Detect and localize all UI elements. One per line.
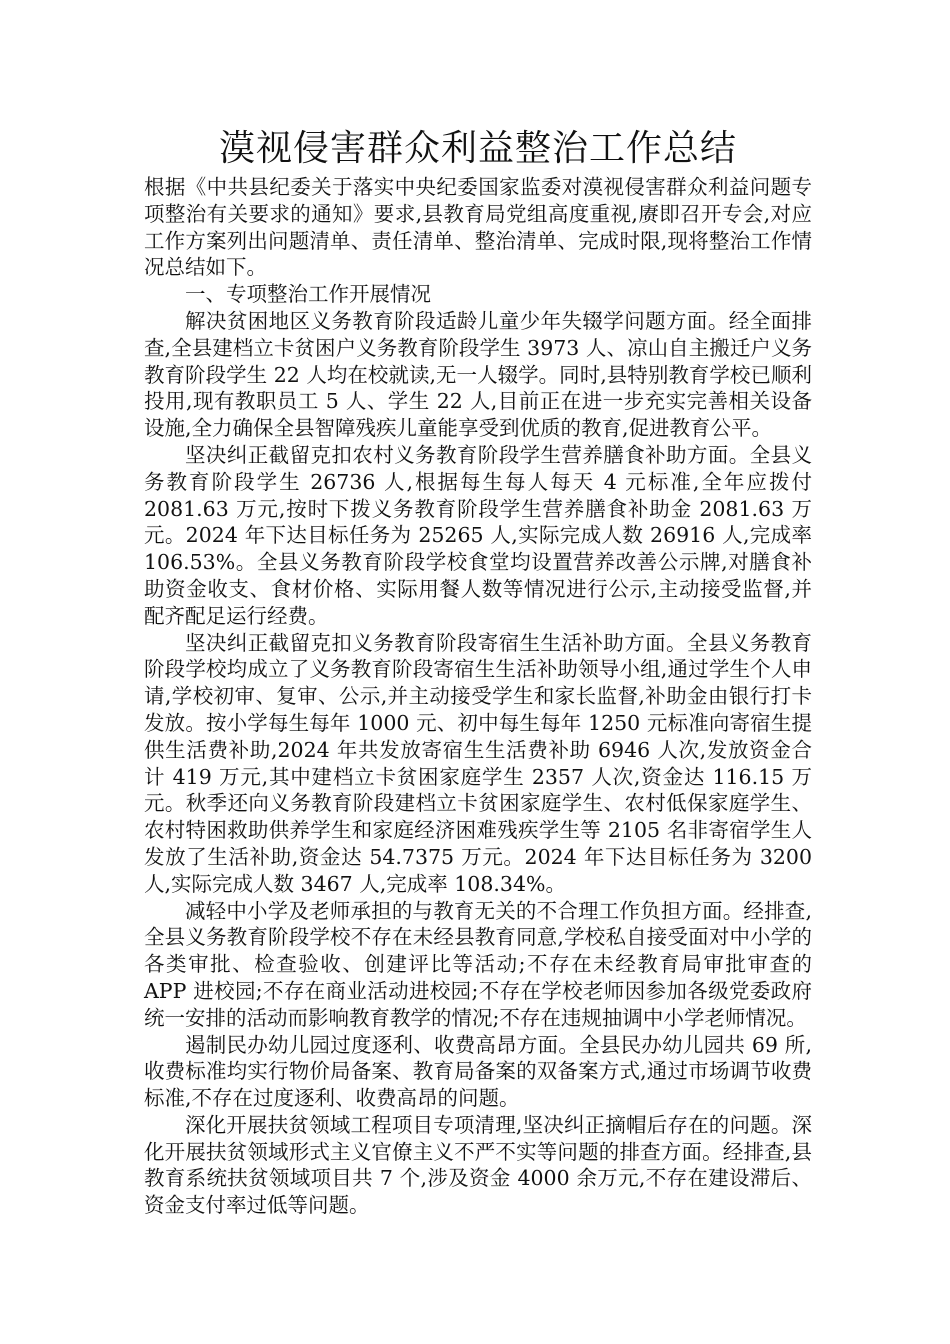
paragraph-poverty-projects: 深化开展扶贫领域工程项目专项清理,坚决纠正摘帽后存在的问题。深化开展扶贫领域形式主义官僚主义不严不实等问题的排查方面。经排查,县教育系统扶贫领域项目共 7 个,涉及资金 4000 余万元,不存在建设滞后、资金支付率过低等问题。: [144, 1112, 812, 1218]
paragraph-nutrition-subsidy: 坚决纠正截留克扣农村义务教育阶段学生营养膳食补助方面。全县义务教育阶段学生 26736 人,根据每生每人每天 4 元标准,全年应拨付 2081.63 万元,按时下拨义务教育阶段学生营养膳食补助金 2081.63 万元。2024 年下达目标任务为 25265 人,实际完成人数 26916 人,完成率 106.53%。全县义务教育阶段学校食堂均设置营养改善公示牌,对膳食补助资金收支、食材价格、实际用餐人数等情况进行公示,主动接受监督,并配齐配足运行经费。: [144, 442, 812, 628]
paragraph-teacher-burden: 减轻中小学及老师承担的与教育无关的不合理工作负担方面。经排查,全县义务教育阶段学校不存在未经县教育同意,学校私自接受面对中小学的各类审批、检查验收、创建评比等活动;不存在未经教育局审批审查的 APP 进校园;不存在商业活动进校园;不存在学校老师因参加各级党委政府统一安排的活动而影响教育教学的情况;不存在违规抽调中小学老师情况。: [144, 898, 812, 1030]
paragraph-dropout: 解决贫困地区义务教育阶段适龄儿童少年失辍学问题方面。经全面排查,全县建档立卡贫困户义务教育阶段学生 3973 人、凉山自主搬迁户义务教育阶段学生 22 人均在校就读,无一人辍学。同时,县特别教育学校已顺利投用,现有教职员工 5 人、学生 22 人,目前正在进一步充实完善相关设备设施,全力确保全县智障残疾儿童能享受到优质的教育,促进教育公平。: [144, 308, 812, 441]
intro-paragraph: 根据《中共县纪委关于落实中央纪委国家监委对漠视侵害群众利益问题专项整治有关要求的通知》要求,县教育局党组高度重视,赓即召开专会,对应工作方案列出问题清单、责任清单、整治清单、完成时限,现将整治工作情况总结如下。: [144, 175, 812, 280]
paragraph-private-kindergarten: 遏制民办幼儿园过度逐利、收费高昂方面。全县民办幼儿园共 69 所,收费标准均实行物价局备案、教育局备案的双备案方式,通过市场调节收费标准,不存在过度逐利、收费高昂的问题。: [144, 1032, 812, 1111]
paragraph-boarding-subsidy: 坚决纠正截留克扣义务教育阶段寄宿生生活补助方面。全县义务教育阶段学校均成立了义务教育阶段寄宿生生活补助领导小组,通过学生个人申请,学校初审、复审、公示,并主动接受学生和家长监督,补助金由银行打卡发放。按小学每生每年 1000 元、初中每生每年 1250 元标准向寄宿生提供生活费补助,2024 年共发放寄宿生生活费补助 6946 人次,发放资金合计 419 万元,其中建档立卡贫困家庭学生 2357 人次,资金达 116.15 万元。秋季还向义务教育阶段建档立卡贫困家庭学生、农村低保家庭学生、农村特困救助供养学生和家庭经济困难残疾学生等 2105 名非寄宿学生人发放了生活补助,资金达 54.7375 万元。2024 年下达目标任务为 3200 人,实际完成人数 3467 人,完成率 108.34%。: [144, 630, 812, 896]
document-page: [144, 124, 812, 1219]
section-heading: 一、专项整治工作开展情况: [185, 282, 431, 307]
document-title: 漠视侵害群众利益整治工作总结: [218, 128, 737, 169]
